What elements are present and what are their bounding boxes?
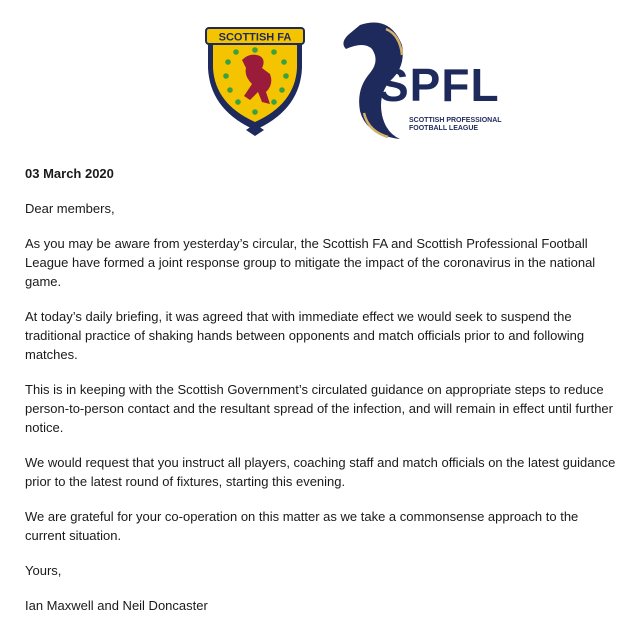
spfl-wordmark: SPFL <box>378 59 500 111</box>
spfl-subtitle-line1: SCOTTISH PROFESSIONAL <box>409 117 502 124</box>
paragraph-2: At today’s daily briefing, it was agreed that with immediate effect we would seek to suspend the traditional practice of shaking hands between opponents and match officials prior to and following matches. <box>25 309 585 362</box>
spfl-subtitle <box>409 117 502 133</box>
paragraph-3: This is in keeping with the Scottish Government’s circulated guidance on appropriate steps to reduce person-to-person contact and the resultant spread of the infection, and will remain in effect until further notice. <box>25 382 613 435</box>
scottish-fa-crest-icon <box>200 18 310 138</box>
letter-body <box>25 164 620 631</box>
letterhead-logos <box>0 0 631 150</box>
letter-date: 03 March 2020 <box>25 166 114 181</box>
paragraph-4: We would request that you instruct all players, coaching staff and match officials on the latest guidance prior to the latest round of fixtures, starting this evening. <box>25 455 616 489</box>
paragraph-1: As you may be aware from yesterday’s circular, the Scottish FA and Scottish Professional Football League have formed a joint response group to mitigate the impact of the coronavirus in the national game. <box>25 236 596 289</box>
paragraph-5: We are grateful for your co-operation on this matter as we take a commonsense approach to the current situation. <box>25 509 579 543</box>
salutation: Dear members, <box>25 201 115 216</box>
signatories: Ian Maxwell and Neil Doncaster <box>25 598 208 613</box>
closing: Yours, <box>25 563 62 578</box>
spfl-subtitle-line2: FOOTBALL LEAGUE <box>409 125 479 132</box>
sfa-crest-label: SCOTTISH FA <box>218 31 292 44</box>
